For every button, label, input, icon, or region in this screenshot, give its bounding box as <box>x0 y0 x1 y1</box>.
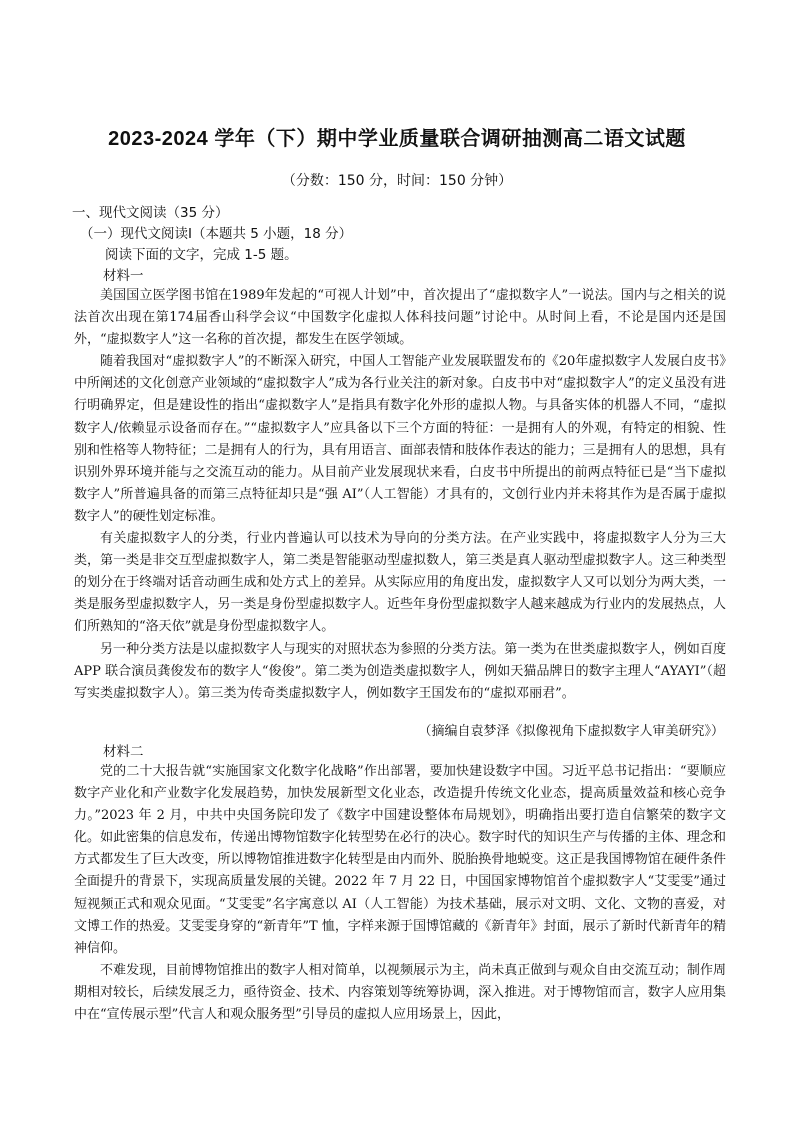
material-2-paragraph: 党的二十大报告就“实施国家文化数字化战略”作出部署，要加快建设数字中国。习近平总书记指出：“要顺应数字产业化和产业数字化发展趋势，加快发展新型文化业态，改造提升传统文化业态，提高质量效益和核心竞争力。”2023 年 2 月，中共中央国务院印发了《数字中国建设整体布局规划》，明确指出要打造自信繁荣的数字文化。如此密集的信息发布，传递出博物馆数字化转型势在必行的决心。数字时代的知识生产与传播的主体、理念和方式都发生了巨大改变，所以博物馆推进数字化转型是由内而外、脱胎换骨地蜕变。这正是我国博物馆在硬件条件全面提升的背景下，实现高质量发展的关键。2022 年 7 月 22 日，中国国家博物馆首个虚拟数字人“艾雯雯”通过短视频正式和观众见面。“艾雯雯”名字寓意以 AI（人工智能）为技术基础，展示对文明、文化、文物的喜爱，对文博工作的热爱。艾雯雯身穿的“新青年”T 恤，字样来源于国博馆藏的《新青年》封面，展示了新时代新青年的精神信仰。 <box>74 764 726 956</box>
material-2-paragraph: 不难发现，目前博物馆推出的数字人相对简单，以视频展示为主，尚未真正做到与观众自由交流互动；制作周期相对较长，后续发展乏力，亟待资金、技术、内容策划等统筹协调，深入推进。对于博物馆而言，数字人应用集中在“宣传展示型”代言人和观众服务型”引导员的虚拟人应用场景上，因此， <box>74 962 726 1023</box>
section-heading: 一、现代文阅读（35 分） <box>72 205 229 221</box>
material-1-citation: （摘编自袁梦泽《拟像视角下虚拟数字人审美研究》） <box>418 724 724 739</box>
material-1-paragraph: 随着我国对“虚拟数字人”的不断深入研究，中国人工智能产业发展联盟发布的《20年虚拟数字人发展白皮书》中所阐述的文化创意产业领域的“虚拟数字人”成为各行业关注的新对象。白皮书中对“虚拟数字人”的定义虽没有进行明确界定，但是建设性的指出“虚拟数字人”是指具有数字化外形的虚拟人物。与具备实体的机器人不同，“虚拟数字人/依赖显示设备而存在。”“虚拟数字人”应具备以下三个方面的特征：一是拥有人的外观，有特定的相貌、性别和性格等人物特征；二是拥有人的行为，具有用语言、面部表情和肢体作表达的能力；三是拥有人的思想，具有识别外界环境并能与之交流互动的能力。从目前产业发展现状来看，白皮书中所提出的前两点特征已是“当下虚拟数字人”所普遍具备的而第三点特征却只是“强 AI”（人工智能）才具有的，文创行业内并未将其作为是否属于虚拟数字人”的硬性划定标准。 <box>74 354 726 524</box>
material-1-label: 材料一 <box>103 268 144 284</box>
reading-instruction: 阅读下面的文字，完成 1-5 题。 <box>105 247 298 263</box>
material-1-paragraph: 美国国立医学图书馆在1989年发起的“可视人计划”中，首次提出了“虚拟数字人”一说法。国内与之相关的说法首次出现在第174届香山科学会议“中国数字化虚拟人体科技问题”讨论中。从时间上看，不论是国内还是国外，“虚拟数字人”这一名称的首次提，都发生在医学领域。 <box>74 288 726 348</box>
material-1-body <box>74 285 726 705</box>
subsection-heading: （一）现代文阅读Ⅰ（本题共 5 小题，18 分） <box>80 226 353 242</box>
material-1-paragraph: 另一种分类方法是以虚拟数字人与现实的对照状态为参照的分类方法。第一类为在世类虚拟数字人，例如百度 APP 联合演员龚俊发布的数字人“俊俊”。第二类为创造类虚拟数字人，例如天猫品牌日的数字主理人“AYAYI”（超写实类虚拟数字人）。第三类为传奇类虚拟数字人，例如数字王国发布的“虚拟邓丽君”。 <box>74 641 726 701</box>
exam-subtitle: （分数：150 分，时间：150 分钟） <box>281 173 513 189</box>
material-1-paragraph: 有关虚拟数字人的分类，行业内普遍认可以技术为导向的分类方法。在产业实践中，将虚拟数字人分为三大类，第一类是非交互型虚拟数字人，第二类是智能驱动型虚拟数人，第三类是真人驱动型虚拟数字人。这三种类型的划分在于终端对话音动画生成和处方式上的差异。从实际应用的角度出发，虚拟数字人又可以划分为两大类，一类是服务型虚拟数字人，另一类是身份型虚拟数字人。近些年身份型虚拟数字人越来越成为行业内的发展热点，人们所熟知的“洛天依”就是身份型虚拟数字人。 <box>74 531 726 635</box>
material-2-label: 材料二 <box>103 744 144 760</box>
exam-title: 2023-2024 学年（下）期中学业质量联合调研抽测高二语文试题 <box>108 128 686 150</box>
material-2-body <box>74 761 726 1026</box>
